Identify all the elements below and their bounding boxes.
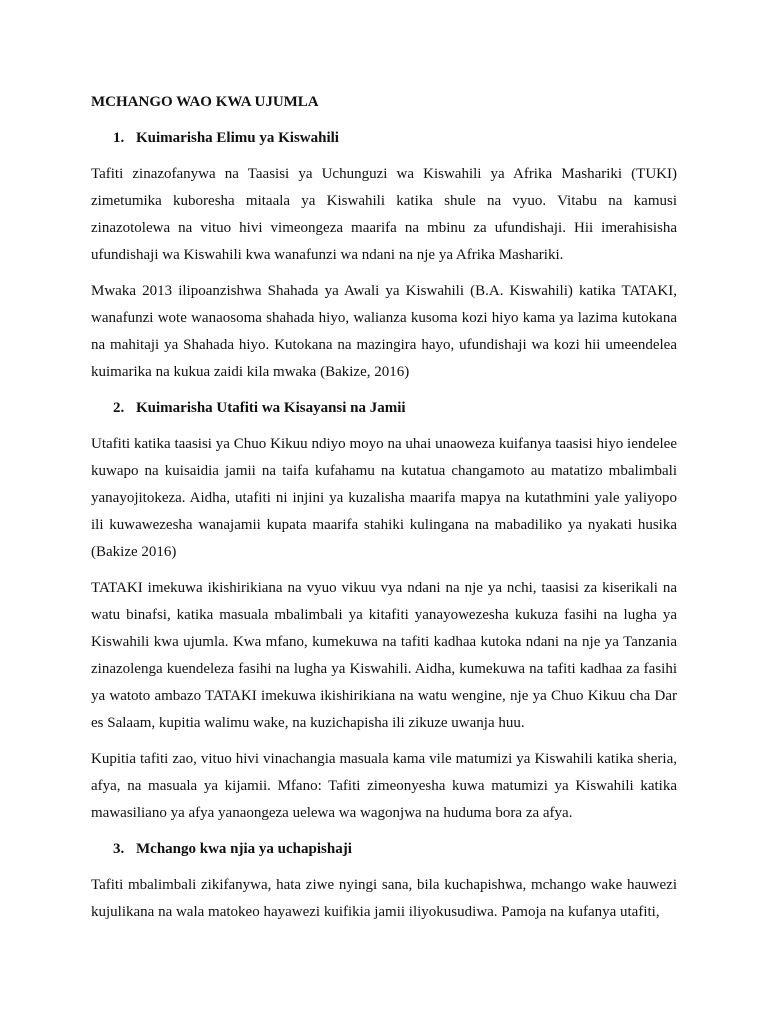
paragraph: Tafiti mbalimbali zikifanywa, hata ziwe nyingi sana, bila kuchapishwa, mchango wake hauwezi kujulikana na wala matokeo hayawezi kuifikia jamii iliyokusudiwa. Pamoja na kufanya utafiti, xyxy=(91,877,677,920)
section-heading-1 xyxy=(91,125,677,152)
document-page xyxy=(91,89,677,935)
document-title: MCHANGO WAO KWA UJUMLA xyxy=(91,94,319,110)
section-heading-3 xyxy=(91,836,677,863)
section-heading-2 xyxy=(91,395,677,422)
paragraph: Mwaka 2013 ilipoanzishwa Shahada ya Awali ya Kiswahili (B.A. Kiswahili) katika TATAKI, wanafunzi wote wanaosoma shahada hiyo, walianza kusoma kozi hiyo kama ya lazima kutokana na mahitaji ya Shahada hiyo. Kutokana na mazingira hayo, ufundishaji wa kozi hii umeendelea kuimarika na kukua zaidi kila mwaka (Bakize, 2016) xyxy=(91,283,677,380)
section-heading-text: Mchango kwa njia ya uchapishaji xyxy=(136,841,352,857)
paragraph: TATAKI imekuwa ikishirikiana na vyuo vikuu vya ndani na nje ya nchi, taasisi za kiserikali na watu binafsi, katika masuala mbalimbali ya kitafiti yanayowezesha kukuza fasihi na lugha ya Kiswahili kwa ujumla. Kwa mfano, kumekuwa na tafiti kadhaa kutoka ndani na nje ya Tanzania zinazolenga kuendeleza fasihi na lugha ya Kiswahili. Aidha, kumekuwa na tafiti kadhaa za fasihi ya watoto ambazo TATAKI imekuwa ikishirikiana na watu wengine, nje ya Chuo Kikuu cha Dar es Salaam, kupitia walimu wake, na kuzichapisha ili zikuze uwanja huu. xyxy=(91,580,677,731)
section-number: 2. xyxy=(113,400,125,416)
paragraph: Utafiti katika taasisi ya Chuo Kikuu ndiyo moyo na uhai unaoweza kuifanya taasisi hiyo iendelee kuwapo na kuisaidia jamii na taifa kufahamu na kutatua changamoto au matatizo mbalimbali yanayojitokeza. Aidha, utafiti ni injini ya kuzalisha maarifa mapya na kutathmini yale yaliyopo ili kuwawezesha wanajamii kupata maarifa stahiki kulingana na mabadiliko ya nyakati husika (Bakize 2016) xyxy=(91,436,677,560)
paragraph: Tafiti zinazofanywa na Taasisi ya Uchunguzi wa Kiswahili ya Afrika Mashariki (TUKI) zimetumika kuboresha mitaala ya Kiswahili katika shule na vyuo. Vitabu na kamusi zinazotolewa na vituo hivi vimeongeza maarifa na mbinu za ufundishaji. Hii imerahisisha ufundishaji wa Kiswahili kwa wanafunzi wa ndani na nje ya Afrika Mashariki. xyxy=(91,166,677,263)
section-heading-text: Kuimarisha Elimu ya Kiswahili xyxy=(136,130,339,146)
section-heading-text: Kuimarisha Utafiti wa Kisayansi na Jamii xyxy=(136,400,406,416)
paragraph: Kupitia tafiti zao, vituo hivi vinachangia masuala kama vile matumizi ya Kiswahili katika sheria, afya, na masuala ya kijamii. Mfano: Tafiti zimeonyesha kuwa matumizi ya Kiswahili katika mawasiliano ya afya yanaongeza uelewa wa wagonjwa na huduma bora za afya. xyxy=(91,751,677,821)
section-number: 3. xyxy=(113,841,125,857)
section-number: 1. xyxy=(113,130,125,146)
